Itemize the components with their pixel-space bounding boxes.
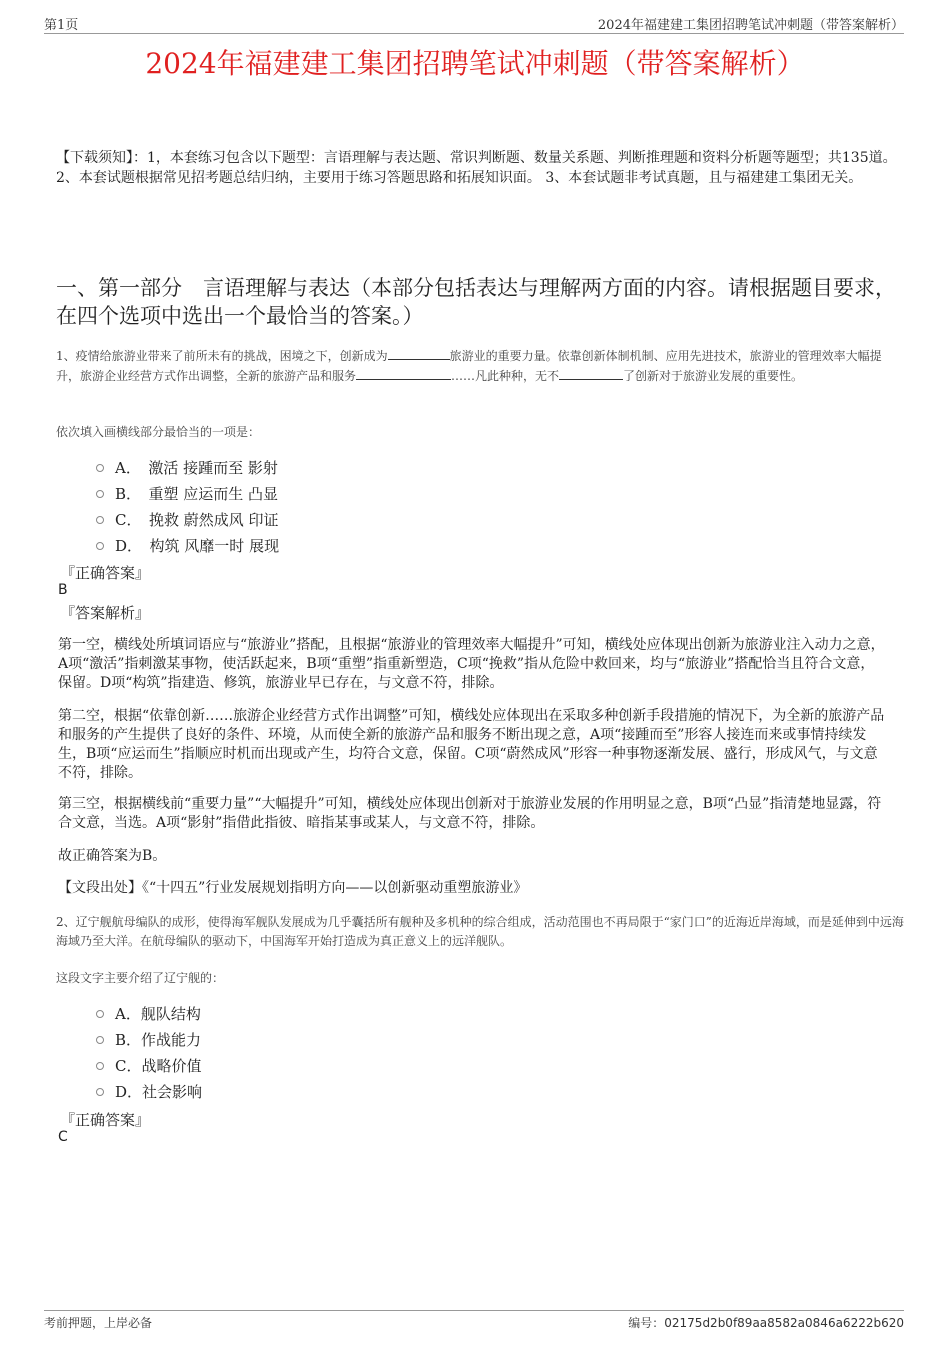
q1-text-d: 了创新对于旅游业发展的重要性。: [623, 369, 804, 383]
q1-option-d[interactable]: D． 构筑 风靡一时 展现: [96, 535, 279, 556]
q1-text-b: 旅游业的重要力量。依靠创新体制机制、应用先进技术，旅游业的管理效率大幅提升，旅游企业经营方式作出调整，全新的旅游产品和服务: [56, 349, 882, 383]
q1-analysis-1: 第一空，横线处所填词语应与“旅游业”搭配，且根据“旅游业的管理效率大幅提升”可知，横线处应体现出创新为旅游业注入动力之意，A项“激活”指刺激某事物，使活跃起来，B项“重塑”指重新塑造，C项“挽救”指从危险中救回来，均与“旅游业”搭配恰当且符合文意，保留。D项“构筑”指建造、修筑，旅游业早已存在，与文意不符，排除。: [58, 637, 885, 691]
q1-option-c[interactable]: C． 挽救 蔚然成风 印证: [96, 509, 279, 530]
q2-option-c[interactable]: C．战略价值: [96, 1055, 201, 1076]
radio-icon[interactable]: [96, 464, 104, 472]
radio-icon[interactable]: [96, 1088, 104, 1096]
radio-icon[interactable]: [96, 1036, 104, 1044]
footer-slogan: 考前押题，上岸必备: [44, 1316, 153, 1330]
q1-text-a: 1、疫情给旅游业带来了前所未有的挑战，困境之下，创新成为: [56, 349, 388, 363]
q2-correct-label: 『正确答案』: [60, 1111, 151, 1129]
question-2-text: 2、辽宁舰航母编队的成形，使得海军舰队发展成为几乎囊括所有舰种及多机种的综合组成，活动范围也不再局限于“家门口”的近海近岸海域，而是延伸到中远海海域乃至大洋。在航母编队的驱动下，中国海军开始打造成为真正意义上的远洋舰队。: [56, 915, 904, 948]
q1-text-c: ……凡此种种，无不: [451, 369, 560, 383]
page-number: 第1页: [44, 18, 79, 33]
radio-icon[interactable]: [96, 542, 104, 550]
q1-analysis-2: 第二空，根据“依靠创新……旅游企业经营方式作出调整”可知，横线处应体现出在采取多种创新手段措施的情况下，为全新的旅游产品和服务的产生提供了良好的条件、环境，从而使全新的旅游产品和服务不断出现之意，A项“接踵而至”形容人接连而来或事情持续发生，B项“应运而生”指顺应时机而出现或产生，均符合文意，保留。C项“蔚然成风”形容一种事物逐渐发展、盛行，形成风气，与文意不符，排除。: [58, 708, 885, 781]
radio-icon[interactable]: [96, 516, 104, 524]
q1-answer: B: [58, 582, 68, 598]
q1-blank-1: [388, 346, 450, 360]
footer-code: 编号：02175d2b0f89aa8582a0846a6222b620: [628, 1316, 904, 1330]
q2-answer: C: [58, 1129, 68, 1145]
header-divider: [44, 33, 904, 34]
q2-option-d[interactable]: D．社会影响: [96, 1081, 202, 1102]
q1-ask: 依次填入画横线部分最恰当的一项是：: [56, 425, 261, 439]
q2-option-a[interactable]: A．舰队结构: [96, 1003, 201, 1024]
footer-divider: [44, 1310, 904, 1311]
q1-source: 【文段出处】《“十四五”行业发展规划指明方向——以创新驱动重塑旅游业》: [58, 880, 528, 896]
question-1-text: [56, 346, 904, 386]
header-doc-title: 2024年福建建工集团招聘笔试冲刺题（带答案解析）: [597, 18, 904, 33]
q1-analysis-label: 『答案解析』: [60, 604, 151, 622]
q1-option-a[interactable]: A． 激活 接踵而至 影射: [96, 457, 278, 478]
q1-correct-label: 『正确答案』: [60, 564, 151, 582]
q1-option-b[interactable]: B． 重塑 应运而生 凸显: [96, 483, 278, 504]
radio-icon[interactable]: [96, 1010, 104, 1018]
q1-blank-2: [356, 366, 451, 380]
section-heading: 一、第一部分 言语理解与表达（本部分包括表达与理解两方面的内容。请根据题目要求，在四个选项中选出一个最恰当的答案。）: [56, 276, 896, 328]
radio-icon[interactable]: [96, 490, 104, 498]
q1-analysis-4: 故正确答案为B。: [58, 848, 167, 864]
q2-option-b[interactable]: B．作战能力: [96, 1029, 201, 1050]
q2-ask: 这段文字主要介绍了辽宁舰的：: [56, 971, 225, 985]
download-notice: 【下载须知】：1，本套练习包含以下题型：言语理解与表达题、常识判断题、数量关系题、判断推理题和资料分析题等题型；共135道。 2、本套试题根据常见招考题总结归纳，主要用于练习答题思路和拓展知识面。 3、本套试题非考试真题，且与福建建工集团无关。: [56, 150, 897, 186]
page-title: 2024年福建建工集团招聘笔试冲刺题（带答案解析）: [145, 47, 805, 80]
radio-icon[interactable]: [96, 1062, 104, 1070]
q1-analysis-3: 第三空，根据横线前“重要力量”“大幅提升”可知，横线处应体现出创新对于旅游业发展的作用明显之意，B项“凸显”指清楚地显露，符合文意，当选。A项“影射”指借此指彼、暗指某事或某人，与文意不符，排除。: [58, 796, 882, 831]
q1-blank-3: [559, 366, 623, 380]
